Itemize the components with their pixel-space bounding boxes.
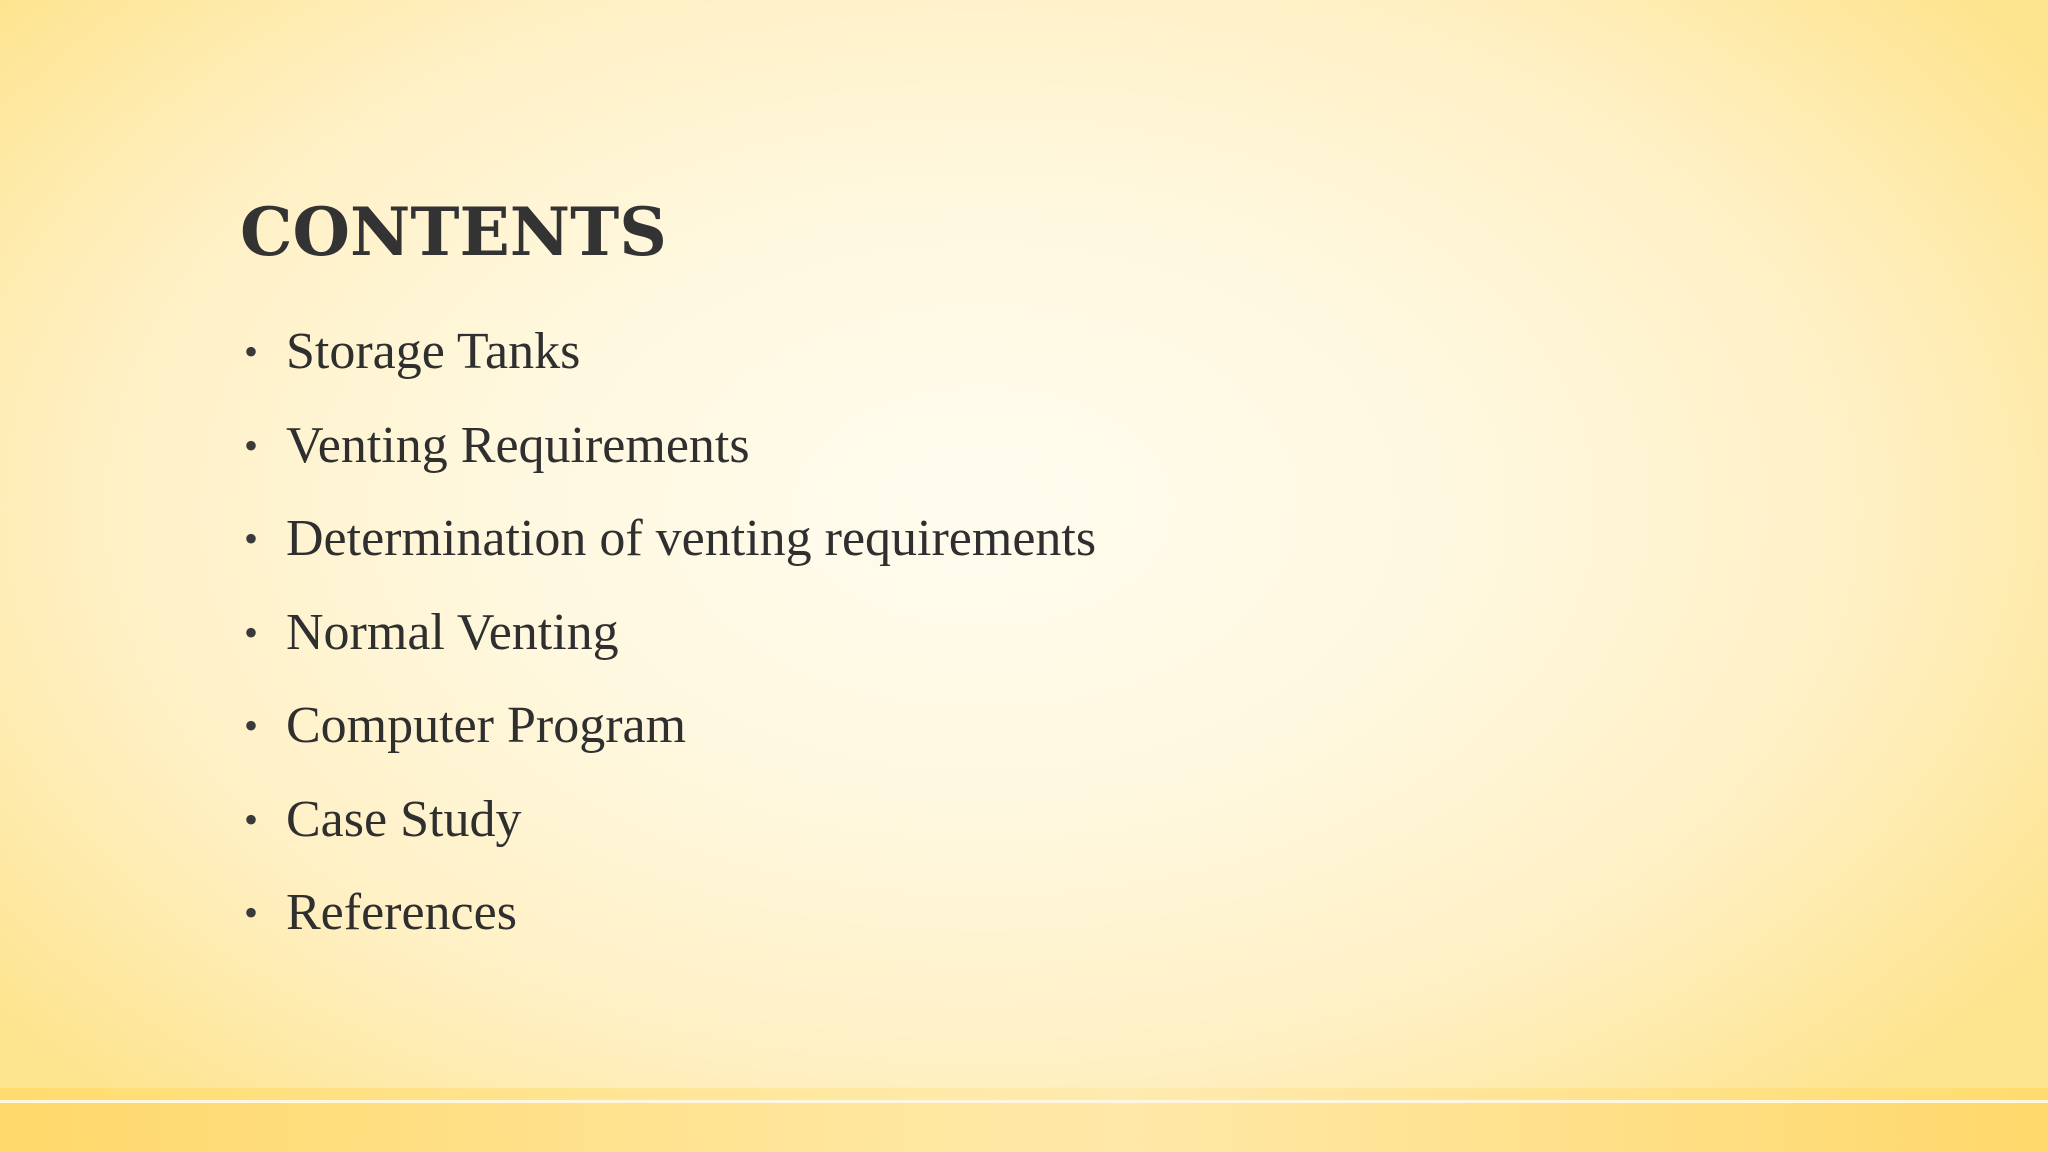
- bullet-text: Computer Program: [286, 697, 687, 754]
- list-item: [244, 679, 1096, 773]
- bullet-icon: •: [244, 796, 259, 842]
- bullet-text: Normal Venting: [286, 603, 619, 661]
- bullet-icon: •: [244, 422, 259, 468]
- bullet-text: Determination of venting requirements: [286, 510, 1097, 567]
- slide-title: CONTENTS: [240, 193, 667, 271]
- bullet-icon: •: [244, 516, 259, 561]
- bullet-icon: •: [244, 890, 259, 935]
- list-item: [244, 773, 1096, 867]
- bullet-icon: •: [244, 609, 259, 655]
- list-item: [244, 586, 1096, 680]
- list-item: [244, 399, 1096, 493]
- bullet-text: Storage Tanks: [286, 323, 581, 380]
- bullet-icon: •: [244, 703, 259, 748]
- bullet-text: Venting Requirements: [286, 416, 750, 474]
- bullet-text: Case Study: [286, 790, 522, 848]
- list-item: [244, 866, 1096, 960]
- bullet-icon: •: [244, 329, 259, 374]
- footer-band-lower: [0, 1103, 2048, 1152]
- bullet-text: References: [286, 884, 517, 941]
- bullet-list: [244, 305, 1096, 960]
- list-item: [244, 305, 1096, 399]
- list-item: [244, 492, 1096, 586]
